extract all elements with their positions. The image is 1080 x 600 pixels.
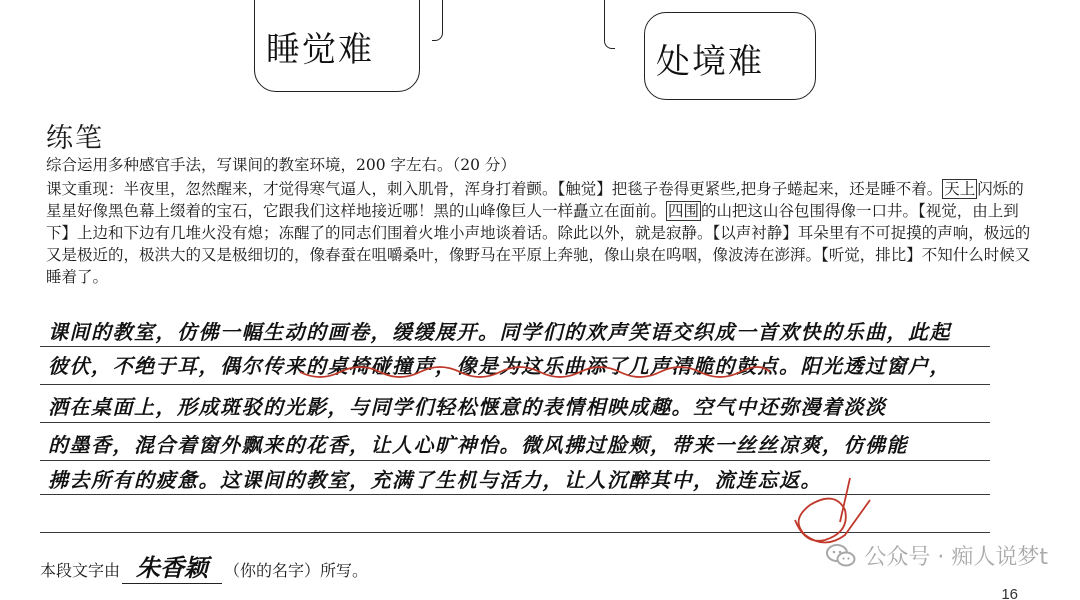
watermark xyxy=(826,540,1048,571)
handwriting-line: 洒在桌面上，形成斑驳的光影，与同学们轻松惬意的表情相映成趣。空气中还弥漫着淡淡 xyxy=(48,395,887,419)
original-highlight-siwei: 四围 xyxy=(668,202,700,220)
ruled-line xyxy=(40,384,990,385)
original-prefix: 课文重现： xyxy=(46,180,124,198)
mindmap-label-situation: 处境难 xyxy=(656,42,764,82)
exercise-task: 综合运用多种感官手法，写课间的教室环境，200 字左右。（20 分） xyxy=(46,156,516,174)
author-line xyxy=(40,548,368,584)
handwriting-line: 课间的教室，仿佛一幅生动的画卷，缓缓展开。同学们的欢声笑语交织成一首欢快的乐曲，此起 xyxy=(48,320,951,344)
author-prefix: 本段文字由 xyxy=(40,561,121,580)
original-seg-1: 半夜里，忽然醒来，才觉得寒气逼人，刺入肌骨，浑身打着颤。【触觉】把毯子卷得更紧些,把身子蜷起来，还是睡不着。 xyxy=(123,180,943,198)
mindmap-label-sleep: 睡觉难 xyxy=(266,30,374,70)
handwriting-line: 彼伏，不绝于耳，偶尔传来的桌椅碰撞声，像是为这乐曲添了几声清脆的鼓点。阳光透过窗户， xyxy=(48,354,951,378)
ruled-line xyxy=(40,346,990,347)
handwriting-line: 的墨香，混合着窗外飘来的花香，让人心旷神怡。微风拂过脸颊，带来一丝丝凉爽，仿佛能 xyxy=(48,433,908,457)
exercise-title: 练笔 xyxy=(46,123,104,154)
author-suffix: （你的名字）所写。 xyxy=(224,561,369,580)
ruled-line xyxy=(40,494,990,495)
ruled-line xyxy=(40,460,990,461)
original-text xyxy=(46,178,1036,288)
page-number: 16 xyxy=(1001,586,1018,600)
author-name: 朱香颖 xyxy=(122,548,222,584)
mindmap-connector-right xyxy=(604,0,615,49)
ruled-line xyxy=(40,422,990,423)
handwriting-line: 拂去所有的疲惫。这课间的教室，充满了生机与活力，让人沉醉其中，流连忘返。 xyxy=(48,468,822,492)
original-seg-5: 的山把这山谷包围得像一口井。【视觉，由上到下】上边和下边有几堆火没有熄；冻醒了的同志们围着火堆小声地谈着话。除此以外，就是寂静。【以声衬静】耳朵里有不可捉摸的声响，极远的又是极近的，极洪大的又是极细切的，像春蚕在咀嚼桑叶，像野马在平原上奔驰，像山泉在呜咽，像波涛在澎湃。【听觉，排比】不知什么时候又睡着了。 xyxy=(46,202,1031,286)
ruled-line xyxy=(40,532,990,533)
mindmap-connector-left xyxy=(432,0,443,41)
original-highlight-tianshang: 天上 xyxy=(944,180,976,198)
wechat-icon xyxy=(826,543,856,569)
watermark-text: 公众号 · 痴人说梦t xyxy=(864,545,1048,570)
original-seg-3: 闪烁的星星好像黑色幕上缀着的宝石，它跟我们这样地接近哪！黑的山峰像巨人一样矗立在面前。 xyxy=(46,180,1024,220)
